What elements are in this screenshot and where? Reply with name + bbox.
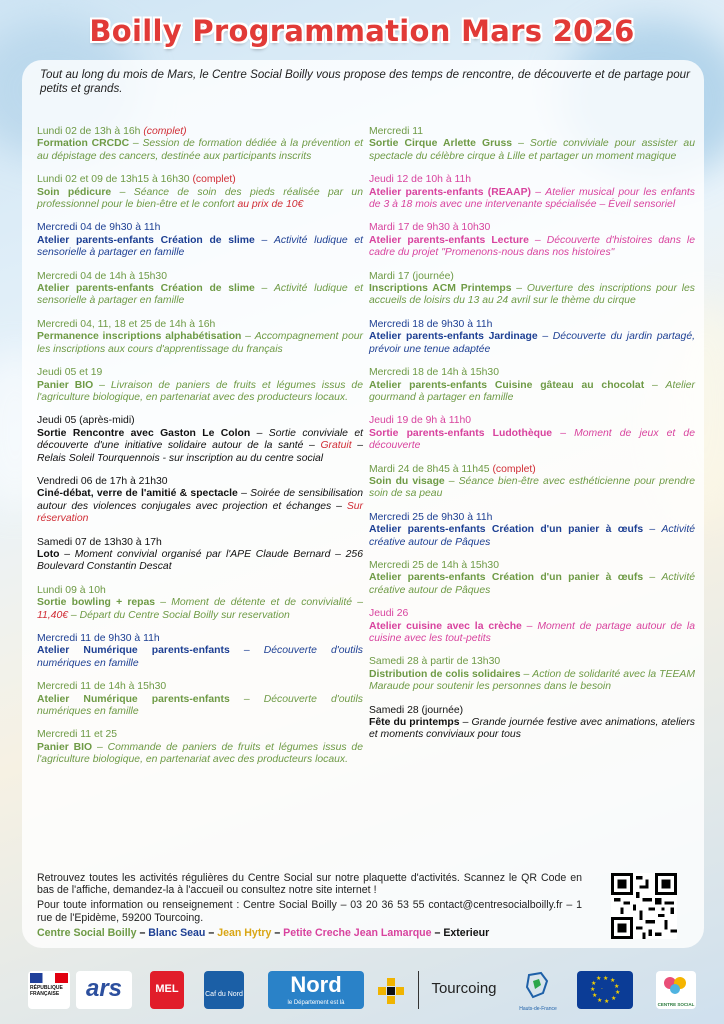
event-date: Lundi 09 à 10h (37, 584, 106, 596)
event-description: Moment de jeux et de découverte (369, 427, 695, 452)
event-date: Mercredi 11 et 25 (37, 729, 118, 741)
event-name: Panier BIO (37, 379, 94, 391)
logo-label-text: CENTRE SOCIAL (657, 1002, 695, 1007)
event-name: Atelier Numérique parents-enfants (37, 645, 230, 657)
event-name: Atelier parents-enfants Création de slime (37, 283, 255, 295)
event-date: Mercredi 25 de 9h30 à 11h (369, 511, 493, 523)
logo-mel-text: MEL (155, 983, 179, 995)
event-date: Mercredi 25 de 14h à 15h30 (369, 559, 499, 571)
heart-icon (656, 971, 696, 997)
event-date: Jeudi 05 (après-midi) (37, 415, 135, 427)
event-name: Sortie parents-enfants Ludothèque (369, 427, 553, 439)
footer-contact-text: Pour toute information ou renseignement : Centre Social Boilly – 03 20 36 53 55 contact@centresocialboilly.fr – 1 rue de l'Epidème, 59200 Tourcoing. (37, 899, 582, 924)
event-entry: Mercredi 11 de 9h30 à 11h Atelier Numérique parents-enfants – Découverte d'outils numériques en famille (37, 633, 363, 669)
event-date: Samedi 28 à partir de 13h30 (369, 656, 501, 668)
eu-stars-icon (577, 971, 633, 1009)
event-entry: Jeudi 19 de 9h à 11h0 Sortie parents-enfants Ludothèque – Moment de jeux et de découverte (369, 415, 695, 452)
event-entry: Vendredi 06 de 17h à 21h30 Ciné-débat, verre de l'amitié & spectacle – Soirée de sensibilisation autour des violences conjugales avec projection et échanges – Sur réservation (37, 475, 363, 525)
event-entry: Mercredi 25 de 14h à 15h30 Atelier parents-enfants Création d'un panier à œufs – Activité créative autour de Pâques (369, 559, 695, 596)
logo-republique-francaise (28, 971, 70, 1009)
event-name: Distribution de colis solidaires (369, 668, 521, 680)
logo-caf-text: Caf du Nord (205, 991, 243, 998)
event-name: Inscriptions ACM Printemps (369, 283, 512, 295)
event-description: Grande journée festive avec animations, ateliers et moments conviviaux pour tous (369, 717, 695, 741)
event-description: Atelier musical pour les enfants de 3 à 18 mois avec une intervenante spécialisée – Éveil sensoriel (369, 186, 695, 211)
event-description: Atelier gourmand à partager en famille (369, 379, 695, 403)
event-description: Découverte du jardin partagé, prévoir une tenue adaptée (369, 331, 695, 355)
logo-caf (204, 971, 244, 1009)
logo-nord-subtext: le Département est là (287, 1000, 345, 1006)
event-description: Livraison de paniers de fruits et légumes issus de l'agriculture biologique, en partenariat avec des producteurs locaux. (37, 379, 363, 403)
event-entry: Mercredi 04, 11, 18 et 25 de 14h à 16h Permanence inscriptions alphabétisation – Accompagnement pour les inscriptions aux cours d'apprentissage du français (37, 318, 363, 355)
legend-item: Centre Social Boilly (37, 927, 137, 939)
hauts-de-france-icon (515, 971, 561, 1001)
event-name: Soin pédicure (37, 186, 112, 198)
events-column-left (37, 126, 363, 778)
logo-centre-social (656, 971, 696, 1009)
event-entry: Mercredi 11 et 25 Panier BIO – Commande de paniers de fruits et légumes issus de l'agriculture biologique, en partenariat avec des producteurs locaux. (37, 729, 363, 766)
event-description: Séance de soin des pieds réalisée par un professionnel pour le bien-être et le confort (37, 186, 363, 211)
event-entry: Lundi 02 et 09 de 13h15 à 16h30 (complet) Soin pédicure – Séance de soin des pieds réalisée par un professionnel pour le bien-être et le confort au prix de 10€ (37, 174, 363, 211)
event-name: Atelier Numérique parents-enfants (37, 693, 230, 705)
event-description: Accompagnement pour les inscriptions aux cours d'apprentissage du français (37, 331, 363, 355)
event-description: Découverte d'histoires dans le cadre du projet "Promenons-nous dans nos histoires" (369, 234, 696, 259)
event-entry: Mercredi 11 Sortie Cirque Arlette Gruss – Sortie conviviale pour assister au spectacle du célèbre cirque à Lille et partager un moment magique (369, 126, 695, 162)
event-entry: Mercredi 18 de 14h à 15h30 Atelier parents-enfants Cuisine gâteau au chocolat – Atelier gourmand à partager en famille (369, 367, 695, 403)
svg-text:★: ★ (592, 992, 598, 999)
svg-text:★: ★ (614, 983, 620, 990)
event-date: Mercredi 11 de 9h30 à 11h (37, 633, 160, 644)
event-date: Mercredi 11 (369, 126, 424, 137)
event-entry: Mardi 24 de 8h45 à 11h45 (complet) Soin du visage – Séance bien-être avec esthéticienne pour prendre soin de sa peau (369, 463, 696, 500)
svg-text:★: ★ (591, 980, 597, 987)
event-name: Atelier parents-enfants (REAAP) (369, 186, 532, 198)
svg-text:★: ★ (604, 998, 610, 1005)
event-name: Atelier cuisine avec la crèche (369, 620, 522, 632)
event-name: Soin du visage (369, 475, 445, 487)
event-date: Mercredi 04 de 9h30 à 11h (37, 222, 161, 234)
event-status: (complet) (492, 463, 536, 475)
svg-text:·: · (601, 986, 603, 993)
event-date: Mardi 24 de 8h45 à 11h45 (369, 463, 490, 475)
logo-pattern-icon (378, 978, 404, 1004)
logo-ars (76, 971, 132, 1009)
svg-text:★: ★ (610, 977, 616, 984)
event-date: Lundi 02 et 09 de 13h15 à 16h30 (37, 174, 190, 186)
event-description: Commande de paniers de fruits et légumes issus de l'agriculture biologique, en partenariat avec des producteurs locaux. (37, 741, 363, 766)
color-legend: Centre Social Boilly – Blanc Seau – Jean Hytry – Petite Creche Jean Lamarque – Exterieur (37, 927, 490, 939)
event-name: Atelier parents-enfants Création de slime (37, 234, 255, 246)
event-description: Soirée de sensibilisation autour des violences conjugales avec projection et échanges (37, 488, 363, 512)
logo-ars-text: ars (85, 975, 123, 1002)
event-price: Gratuit (320, 440, 352, 452)
event-description: Séance bien-être avec esthéticienne pour prendre soin de sa peau (369, 475, 696, 500)
event-entry: Jeudi 05 (après-midi) Sortie Rencontre avec Gaston Le Colon – Sortie conviviale et découverte d'une initiative solidaire autour de la santé – Gratuit – Relais Soleil Tourquennois - sur inscription au du centre social (37, 415, 364, 464)
intro-text: Tout au long du mois de Mars, le Centre Social Boilly vous propose des temps de rencontre, de découverte et de partage pour petits et grands. (40, 68, 690, 95)
event-date: Mardi 17 (journée) (369, 270, 454, 282)
event-description: Ouverture des inscriptions pour les accueils de loisirs du 13 au 24 avril sur le thème du cirque (369, 283, 695, 307)
logo-mel (150, 971, 184, 1009)
svg-text:★: ★ (590, 986, 596, 993)
footer-info (37, 872, 582, 927)
event-name: Loto (37, 548, 60, 560)
event-description: Session de formation dédiée à la prévention et au dépistage des cancers, destinée aux participants inscrits (37, 138, 364, 162)
legend-item: Exterieur (443, 927, 490, 939)
legend-item: Petite Creche Jean Lamarque (283, 927, 432, 939)
event-status: (complet) (143, 126, 187, 137)
event-name: Sortie Rencontre avec Gaston Le Colon (37, 427, 251, 439)
event-name: Sortie Cirque Arlette Gruss (369, 138, 513, 150)
event-description: Moment de partage autour de la cuisine avec les tout-petits (369, 620, 695, 644)
event-description-extra: Départ du Centre Social Boilly sur reservation (79, 609, 290, 621)
event-name: Atelier parents-enfants Création d'un panier à œufs (369, 524, 644, 536)
event-description: Activité ludique et sensorielle à partager en famille (37, 234, 363, 259)
logo-hauts-de-france (515, 971, 561, 1012)
event-entry: Mercredi 04 de 14h à 15h30 Atelier parents-enfants Création de slime – Activité ludique et sensorielle à partager en famille (37, 270, 363, 307)
event-entry: Jeudi 12 de 10h à 11h Atelier parents-enfants (REAAP) – Atelier musical pour les enfants de 3 à 18 mois avec une intervenante spécialisée – Éveil sensoriel (369, 174, 695, 211)
event-date: Mardi 17 de 9h30 à 10h30 (369, 222, 491, 234)
event-date: Jeudi 26 (369, 608, 409, 620)
event-description: Activité créative autour de Pâques (369, 572, 695, 596)
event-entry: Samedi 28 (journée) Fête du printemps – Grande journée festive avec animations, ateliers et moments conviviaux pour tous (369, 704, 695, 741)
event-entry: Mardi 17 (journée) Inscriptions ACM Printemps – Ouverture des inscriptions pour les accueils de loisirs du 13 au 24 avril sur le thème du cirque (369, 270, 695, 307)
event-price: au prix de 10€ (237, 199, 304, 211)
event-description: Activité ludique et sensorielle à partager en famille (37, 283, 363, 307)
logo-tourcoing-text: Tourcoing (431, 980, 497, 997)
logo-hdf-text: Hauts-de-France (519, 1006, 557, 1012)
event-description: Activité créative autour de Pâques (369, 524, 695, 548)
event-name: Permanence inscriptions alphabétisation (37, 331, 242, 343)
event-date: Jeudi 12 de 10h à 11h (369, 174, 472, 186)
event-name: Atelier parents-enfants Création d'un panier à œufs (369, 572, 644, 584)
event-price: 11,40€ (37, 609, 69, 621)
event-date: Samedi 28 (journée) (369, 704, 464, 716)
event-entry: Samedi 07 de 13h30 à 17h Loto – Moment convivial organisé par l'APE Claude Bernard – 256 Boulevard Constantin Descat (37, 536, 363, 573)
event-name: Atelier parents-enfants Jardinage (369, 331, 538, 343)
logo-nord-text: Nord (290, 972, 342, 997)
event-date: Mercredi 11 de 14h à 15h30 (37, 681, 167, 693)
event-date: Mercredi 04 de 14h à 15h30 (37, 270, 167, 282)
logo-tourcoing (418, 971, 509, 1009)
event-entry: Lundi 09 à 10h Sortie bowling + repas – Moment de détente et de convivialité – 11,40€ – Départ du Centre Social Boilly sur reservation (37, 584, 363, 621)
event-name: Ciné-débat, verre de l'amitié & spectacle (37, 488, 238, 500)
event-description-extra: Relais Soleil Tourquennois - sur inscription au du centre social (37, 452, 324, 464)
event-entry: Samedi 28 à partir de 13h30 Distribution de colis solidaires – Action de solidarité avec la TEEAM Maraude pour soutenir les personnes dans le besoin (369, 656, 695, 693)
event-entry: Mercredi 04 de 9h30 à 11h Atelier parents-enfants Création de slime – Activité ludique et sensorielle à partager en famille (37, 222, 363, 259)
event-date: Vendredi 06 de 17h à 21h30 (37, 475, 168, 487)
event-entry: Mercredi 25 de 9h30 à 11h Atelier parents-enfants Création d'un panier à œufs – Activité créative autour de Pâques (369, 511, 695, 548)
event-name: Atelier parents-enfants Lecture (369, 234, 529, 246)
event-entry: Mardi 17 de 9h30 à 10h30 Atelier parents-enfants Lecture – Découverte d'histoires dans le cadre du projet "Promenons-nous dans nos histoires" (369, 222, 696, 259)
svg-text:★: ★ (597, 997, 603, 1004)
footer-activities-text: Retrouvez toutes les activités régulières du Centre Social sur notre plaquette d'activités. Scannez le QR Code en bas de l'affiche, demandez-la à l'accueil ou consultez notre site internet ! (37, 872, 582, 897)
events-column-right (369, 126, 695, 753)
event-date: Jeudi 05 et 19 (37, 367, 103, 379)
event-description: Moment de détente et de convivialité (171, 597, 353, 609)
event-entry: Jeudi 05 et 19 Panier BIO – Livraison de paniers de fruits et légumes issus de l'agriculture biologique, en partenariat avec des producteurs locaux. (37, 367, 363, 403)
event-name: Sortie bowling + repas (37, 597, 156, 609)
event-description: Sortie conviviale et découverte d'une initiative solidaire autour de la santé (37, 427, 364, 452)
svg-text:★: ★ (596, 975, 602, 982)
event-entry: Lundi 02 de 13h à 16h (complet) Formation CRCDC – Session de formation dédiée à la prévention et au dépistage des cancers, destinée aux participants inscrits (37, 126, 364, 162)
event-name: Fête du printemps (369, 717, 460, 729)
event-date: Jeudi 19 de 9h à 11h0 (369, 415, 472, 427)
qr-code[interactable] (611, 873, 677, 939)
logo-european-union (577, 971, 633, 1009)
legend-item: Jean Hytry (217, 927, 272, 939)
event-entry: Jeudi 26 Atelier cuisine avec la crèche – Moment de partage autour de la cuisine avec les tout-petits (369, 608, 695, 644)
event-date: Mercredi 04, 11, 18 et 25 de 14h à 16h (37, 318, 216, 330)
event-date: Samedi 07 de 13h30 à 17h (37, 536, 162, 548)
legend-item: Blanc Seau (148, 927, 206, 939)
svg-text:★: ★ (615, 989, 621, 996)
event-date: Lundi 02 de 13h à 16h (37, 126, 141, 137)
event-entry: Mercredi 18 de 9h30 à 11h Atelier parents-enfants Jardinage – Découverte du jardin partagé, prévoir une tenue adaptée (369, 318, 695, 355)
event-entry: Mercredi 11 de 14h à 15h30 Atelier Numérique parents-enfants – Découverte d'outils numériques en famille (37, 681, 363, 718)
event-description: Action de solidarité avec la TEEAM Maraude pour soutenir les personnes dans le besoin (369, 668, 695, 693)
event-name: Panier BIO (37, 741, 93, 753)
event-reservation: Sur réservation (37, 500, 363, 525)
event-name: Formation CRCDC (37, 138, 130, 150)
svg-text:★: ★ (603, 975, 609, 982)
event-date: Mercredi 18 de 9h30 à 11h (369, 318, 493, 330)
page-title: Boilly Programmation Mars 2026 (89, 14, 635, 48)
event-description: Découverte d'outils numériques en famille (37, 645, 363, 669)
event-description: Sortie conviviale pour assister au spectacle du célèbre cirque à Lille et partager un moment magique (369, 138, 695, 162)
event-date: Mercredi 18 de 14h à 15h30 (369, 367, 499, 379)
logo-nord (268, 971, 364, 1009)
logo-republique-text: RÉPUBLIQUE FRANÇAISE (30, 985, 63, 997)
event-description: Découverte d'outils numériques en famille (37, 693, 363, 718)
event-description: Moment convivial organisé par l'APE Claude Bernard – 256 Boulevard Constantin Descat (37, 548, 363, 573)
event-name: Atelier parents-enfants Cuisine gâteau au chocolat (369, 379, 645, 391)
svg-text:★: ★ (611, 995, 617, 1002)
event-status: (complet) (192, 174, 236, 186)
